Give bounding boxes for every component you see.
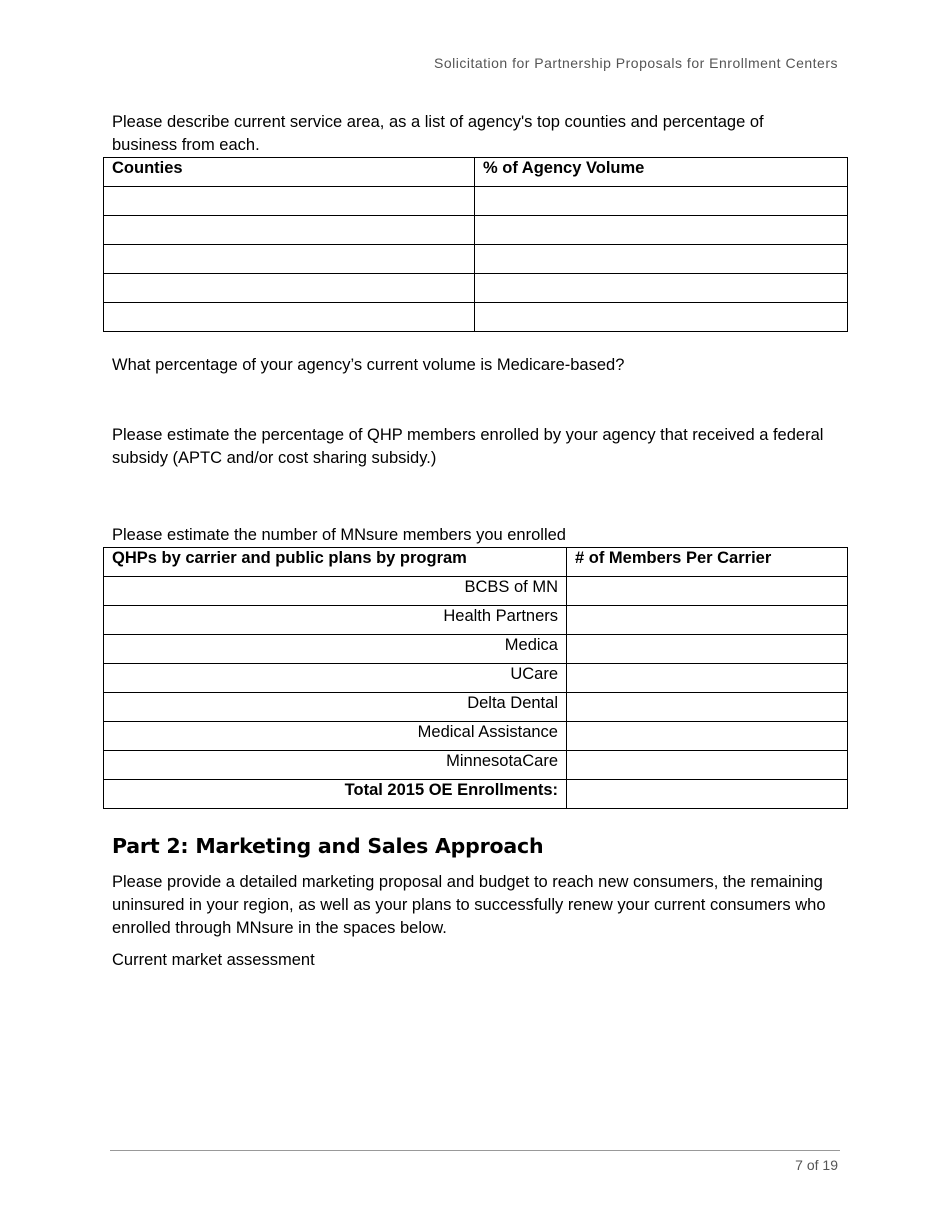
table-row [104, 187, 848, 216]
member-count-cell[interactable] [567, 693, 848, 722]
table-row [104, 606, 848, 635]
program-label: MinnesotaCare [104, 751, 567, 780]
table-row [104, 303, 848, 332]
members-per-carrier-header: # of Members Per Carrier [567, 548, 848, 577]
market-assessment-label: Current market assessment [112, 951, 315, 969]
table-row [104, 216, 848, 245]
member-count-cell[interactable] [567, 606, 848, 635]
medicare-prompt: What percentage of your agency’s current volume is Medicare-based? [112, 356, 625, 374]
service-area-table [103, 157, 848, 332]
member-count-cell[interactable] [567, 577, 848, 606]
carrier-label: Health Partners [104, 606, 567, 635]
table-row [104, 577, 848, 606]
counties-header: Counties [104, 158, 475, 187]
total-count-cell[interactable] [567, 780, 848, 809]
plans-header: QHPs by carrier and public plans by program [104, 548, 567, 577]
county-cell[interactable] [104, 216, 475, 245]
volume-cell[interactable] [475, 274, 848, 303]
page-number: 7 of 19 [795, 1157, 838, 1173]
part2-heading: Part 2: Marketing and Sales Approach [112, 834, 544, 858]
carrier-label: BCBS of MN [104, 577, 567, 606]
total-row [104, 780, 848, 809]
table-row [104, 274, 848, 303]
agency-volume-header: % of Agency Volume [475, 158, 848, 187]
running-header: Solicitation for Partnership Proposals for Enrollment Centers [433, 55, 838, 71]
volume-cell[interactable] [475, 245, 848, 274]
carrier-label: UCare [104, 664, 567, 693]
volume-cell[interactable] [475, 187, 848, 216]
program-label: Medical Assistance [104, 722, 567, 751]
table-header-row [104, 158, 848, 187]
table-row [104, 693, 848, 722]
members-table [103, 547, 848, 809]
county-cell[interactable] [104, 303, 475, 332]
county-cell[interactable] [104, 245, 475, 274]
volume-cell[interactable] [475, 216, 848, 245]
county-cell[interactable] [104, 187, 475, 216]
table-row [104, 664, 848, 693]
subsidy-prompt: Please estimate the percentage of QHP members enrolled by your agency that received a federal subsidy (APTC and/or cost sharing subsidy.) [112, 426, 824, 467]
member-count-cell[interactable] [567, 664, 848, 693]
table-row [104, 722, 848, 751]
county-cell[interactable] [104, 274, 475, 303]
member-count-cell[interactable] [567, 722, 848, 751]
table-row [104, 751, 848, 780]
carrier-label: Medica [104, 635, 567, 664]
volume-cell[interactable] [475, 303, 848, 332]
part2-body: Please provide a detailed marketing proposal and budget to reach new consumers, the remaining uninsured in your region, as well as your plans to successfully renew your current consumers who enrolled through MNsure in the spaces below. [112, 873, 826, 937]
table-header-row [104, 548, 848, 577]
service-area-prompt: Please describe current service area, as a list of agency's top counties and percentage of business from each. [112, 113, 764, 154]
members-prompt: Please estimate the number of MNsure members you enrolled [112, 526, 566, 544]
member-count-cell[interactable] [567, 635, 848, 664]
footer-divider [110, 1150, 840, 1151]
table-row [104, 245, 848, 274]
total-label: Total 2015 OE Enrollments: [104, 780, 567, 809]
member-count-cell[interactable] [567, 751, 848, 780]
carrier-label: Delta Dental [104, 693, 567, 722]
table-row [104, 635, 848, 664]
